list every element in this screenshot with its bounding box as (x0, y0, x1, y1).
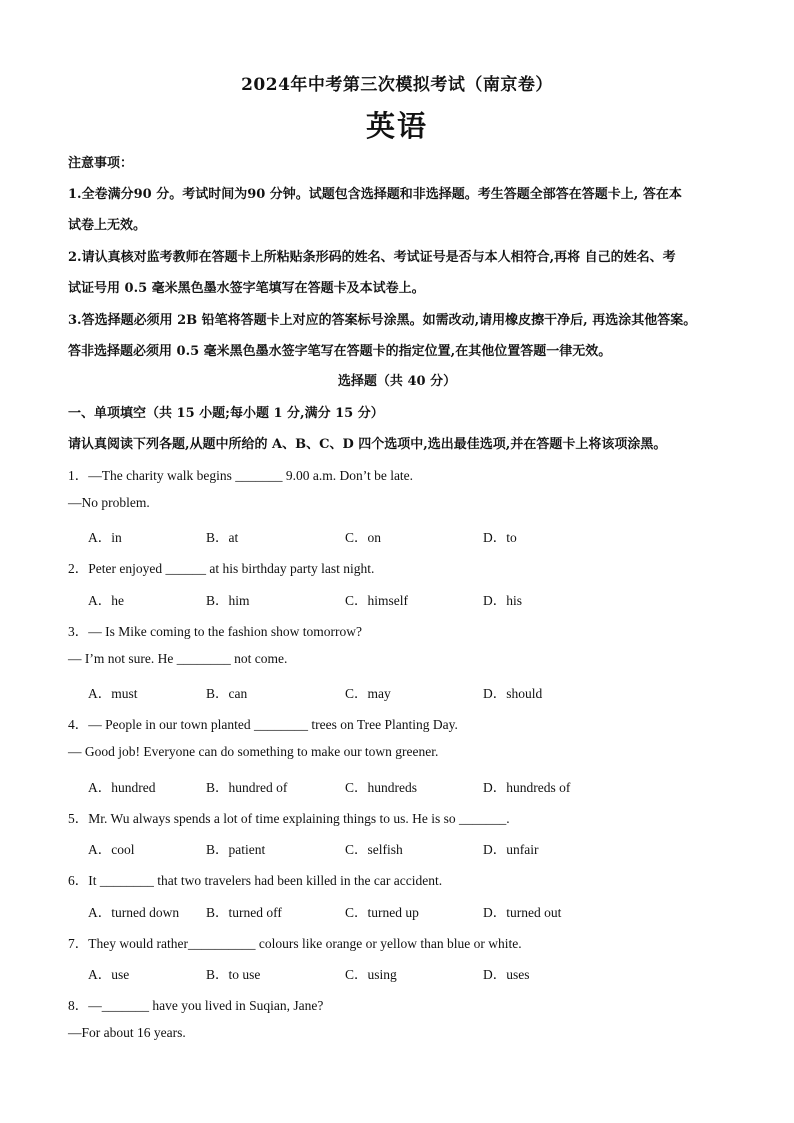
question-3-options (88, 682, 728, 700)
option-a: A．turned down (88, 905, 180, 920)
option-a: A．hundred (88, 780, 156, 795)
option-a: A．he (88, 593, 124, 608)
question-8-reply: —For about 16 years. (68, 1025, 186, 1040)
question-1-stem: 1．—The charity walk begins _______ 9.00 a.m. Don’t be late. (68, 468, 414, 483)
option-c: C．selfish (345, 842, 403, 857)
notice-heading: 注意事项： (68, 156, 134, 171)
exam-title: 2024年中考第三次模拟考试（南京卷） (241, 75, 553, 95)
option-a: A．must (88, 686, 138, 701)
option-d: D．unfair (483, 842, 539, 857)
question-4-reply: — Good job! Everyone can do something to make our town greener. (68, 744, 439, 759)
question-7-stem: 7．They would rather__________ colours like orange or yellow than blue or white. (68, 936, 522, 951)
option-c: C．on (345, 530, 382, 545)
option-c: C．may (345, 686, 391, 701)
option-a: A．in (88, 530, 122, 545)
option-c: C．hundreds (345, 780, 417, 795)
part-instruction: 请认真阅读下列各题,从题中所给的 A、B、C、D 四个选项中,选出最佳选项,并在答题卡上将该项涂黑。 (68, 437, 667, 452)
option-b: B．turned off (206, 905, 282, 920)
question-7-options (88, 963, 728, 981)
option-d: D．uses (483, 967, 530, 982)
notice-line: 试证号用 0.5 毫米黑色墨水签字笔填写在答题卡及本试卷上。 (68, 281, 425, 296)
option-d: D．to (483, 530, 517, 545)
question-6-options (88, 901, 728, 919)
option-d: D．turned out (483, 905, 562, 920)
question-6-stem: 6．It ________ that two travelers had been killed in the car accident. (68, 873, 443, 888)
subject-title: 英语 (365, 109, 428, 143)
option-a: A．use (88, 967, 130, 982)
notice-line: 答非选择题必须用 0.5 毫米黑色墨水签字笔写在答题卡的指定位置,在其他位置答题一律无效。 (68, 344, 612, 359)
question-5-options (88, 838, 728, 856)
option-b: B．can (206, 686, 248, 701)
option-c: C．using (345, 967, 397, 982)
question-1-reply: —No problem. (68, 495, 150, 510)
question-4-options (88, 776, 728, 794)
option-b: B．patient (206, 842, 266, 857)
option-b: B．him (206, 593, 250, 608)
question-3-stem: 3．— Is Mike coming to the fashion show tomorrow? (68, 624, 362, 639)
option-d: D．should (483, 686, 543, 701)
notice-line: 3.答选择题必须用 2B 铅笔将答题卡上对应的答案标号涂黑。如需改动,请用橡皮擦干净后, 再选涂其他答案。 (68, 313, 697, 328)
option-d: D．hundreds of (483, 780, 571, 795)
question-2-options (88, 589, 728, 607)
notice-line: 1.全卷满分90 分。考试时间为90 分钟。试题包含选择题和非选择题。考生答题全部答在答题卡上, 答在本 (68, 187, 682, 202)
question-8-stem: 8．—_______ have you lived in Suqian, Jane? (68, 998, 324, 1013)
option-a: A．cool (88, 842, 135, 857)
part-heading: 一、单项填空（共 15 小题;每小题 1 分,满分 15 分） (68, 406, 384, 421)
section-title: 选择题（共 40 分） (337, 374, 457, 389)
option-c: C．himself (345, 593, 408, 608)
option-b: B．at (206, 530, 239, 545)
question-2-stem: 2．Peter enjoyed ______ at his birthday party last night. (68, 561, 375, 576)
question-5-stem: 5．Mr. Wu always spends a lot of time explaining things to us. He is so _______. (68, 811, 510, 826)
option-b: B．hundred of (206, 780, 288, 795)
option-b: B．to use (206, 967, 261, 982)
question-4-stem: 4．— People in our town planted ________ trees on Tree Planting Day. (68, 717, 458, 732)
notice-line: 2.请认真核对监考教师在答题卡上所粘贴条形码的姓名、考试证号是否与本人相符合,再将 自己的姓名、考 (68, 250, 676, 265)
notice-line: 试卷上无效。 (68, 218, 147, 233)
option-d: D．his (483, 593, 523, 608)
question-1-options (88, 526, 728, 544)
question-3-reply: — I’m not sure. He ________ not come. (68, 651, 288, 666)
option-c: C．turned up (345, 905, 419, 920)
